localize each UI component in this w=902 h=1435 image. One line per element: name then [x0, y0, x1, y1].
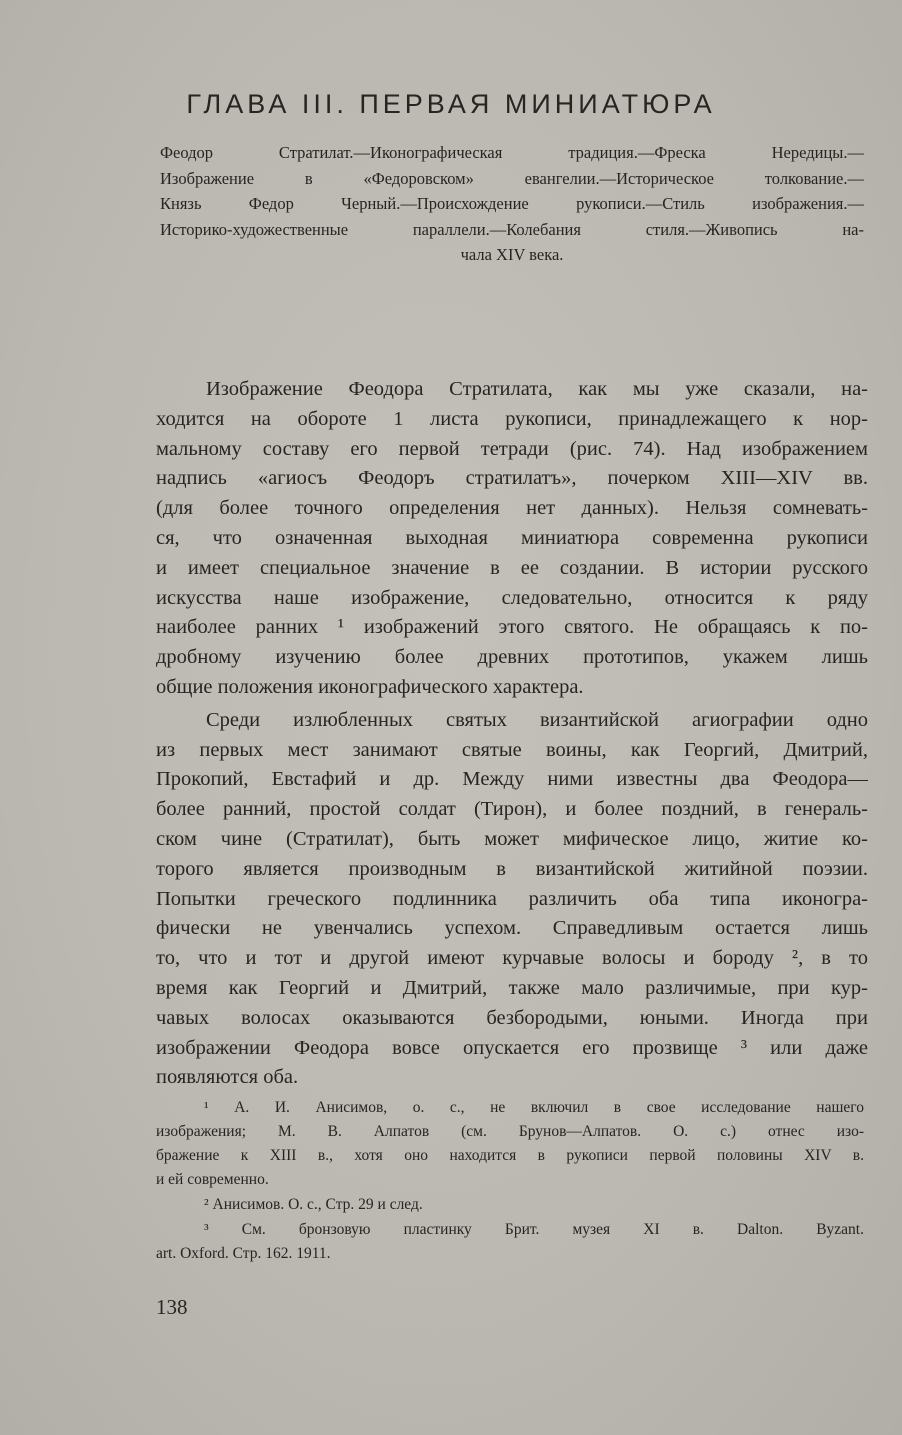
- footnote-line: ¹ А. И. Анисимов, о. с., не включил в свое исследование нашего: [204, 1099, 864, 1116]
- text-line: Среди излюбленных святых византийской агиографии одно: [206, 708, 868, 731]
- text-line: Изображение Феодора Стратилата, как мы уже сказали, на-: [206, 378, 868, 400]
- text-line: торого является производным в византийской житийной поэзии.: [156, 857, 868, 880]
- text-line: ходится на обороте 1 листа рукописи, принадлежащего к нор-: [156, 407, 868, 430]
- body-text: [156, 375, 868, 1093]
- footnote-line: ³ См. бронзовую пластинку Брит. музея XI в. Dalton. Byzant.: [204, 1221, 864, 1238]
- text-line: появляются оба.: [156, 1066, 299, 1089]
- text-line: Попытки греческого подлинника различить оба типа иконогра-: [156, 887, 868, 910]
- footnotes: [156, 1096, 864, 1266]
- text-line: изображении Феодора вовсе опускается его прозвище ³ или даже: [156, 1036, 868, 1059]
- text-line: время как Георгий и Дмитрий, также мало различимые, при кур-: [156, 976, 868, 999]
- footnote-line: art. Oxford. Стр. 162. 1911.: [156, 1245, 331, 1262]
- text-line: надпись «агиосъ Феодоръ стратилатъ», почерком XIII—XIV вв.: [156, 467, 868, 490]
- text-line: то, что и тот и другой имеют курчавые волосы и бороду ², в то: [156, 947, 868, 970]
- footnote-line: ² Анисимов. О. с., Стр. 29 и след.: [204, 1196, 423, 1213]
- text-line: Прокопий, Евстафий и др. Между ними известны два Феодора—: [156, 768, 868, 791]
- text-line: (для более точного определения нет данных). Нельзя сомневать-: [156, 497, 868, 520]
- summary-line: Феодор Стратилат.—Иконографическая традиция.—Фреска Нередицы.—: [160, 143, 864, 162]
- text-line: ском чине (Стратилат), быть может мифическое лицо, житие ко-: [156, 827, 868, 850]
- footnote-line: бражение к XIII в., хотя оно находится в рукописи первой половины XIV в.: [156, 1147, 864, 1164]
- chapter-heading: ГЛАВА III. ПЕРВАЯ МИНИАТЮРА: [186, 89, 716, 119]
- text-line: искусства наше изображение, следовательно, относится к ряду: [156, 586, 868, 609]
- page-number: 138: [156, 1295, 188, 1319]
- text-line: мальному составу его первой тетради (рис. 74). Над изображением: [156, 437, 868, 460]
- footnote-2: [156, 1193, 864, 1217]
- text-line: общие положения иконографического характера.: [156, 675, 584, 698]
- footnote-1: [156, 1096, 864, 1192]
- summary-line: Изображение в «Федоровском» евангелии.—Историческое толкование.—: [160, 168, 864, 188]
- text-line: фически не увенчались успехом. Справедливым остается лишь: [156, 917, 868, 940]
- text-line: более ранний, простой солдат (Тирон), и более поздний, в генераль-: [156, 798, 868, 821]
- paragraph-2: [156, 706, 868, 1093]
- text-line: и имеет специальное значение в ее создании. В истории русского: [156, 556, 868, 579]
- summary-line: чала XIV века.: [460, 245, 564, 264]
- text-line: ся, что означенная выходная миниатюра современна рукописи: [156, 526, 868, 549]
- summary-line: Историко-художественные параллели.—Колебания стиля.—Живопись на-: [160, 219, 864, 239]
- chapter-summary: [160, 140, 864, 268]
- text-line: наиболее ранних ¹ изображений этого святого. Не обращаясь к по-: [156, 616, 868, 639]
- footnote-3: [156, 1218, 864, 1266]
- footnote-line: и ей современно.: [156, 1171, 269, 1188]
- text-line: из первых мест занимают святые воины, как Георгий, Дмитрий,: [156, 738, 868, 761]
- text-line: чавых волосах оказываются безбородыми, юными. Иногда при: [156, 1006, 868, 1029]
- text-line: дробному изучению более древних прототипов, укажем лишь: [156, 646, 868, 669]
- paragraph-1: [156, 375, 868, 703]
- summary-line: Князь Федор Черный.—Происхождение рукописи.—Стиль изображения.—: [160, 194, 864, 213]
- footnote-line: изображения; М. В. Алпатов (см. Брунов—Алпатов. О. с.) отнес изо-: [156, 1123, 864, 1140]
